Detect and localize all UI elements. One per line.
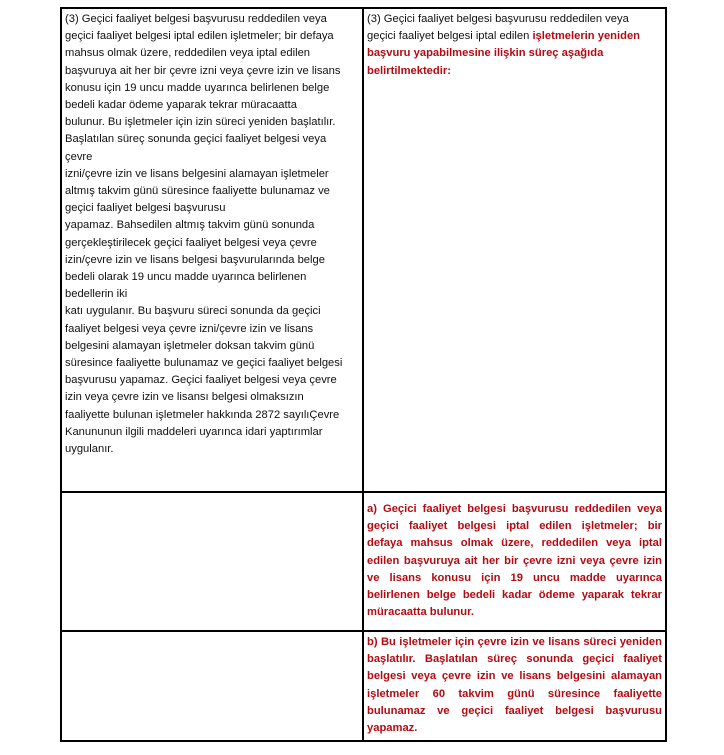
clause-a-text [367, 495, 662, 621]
text-line: Kanununun ilgili maddeleri uyarınca idari yaptırımlar [65, 425, 323, 438]
text-line: katı uygulanır. Bu başvuru süreci sonunda da geçici [65, 305, 321, 318]
text-line: bedellerin iki [65, 288, 128, 301]
text-line: başlatılır. Başlatılan süreç sonunda geçici faaliyet [367, 653, 662, 666]
text-line: izin veya çevre izin ve lisansı belgesi olmaksızın [65, 391, 304, 404]
text-line: süresince faaliyette bulunamaz ve geçici faaliyet belgesi [65, 357, 343, 370]
text-line: bedeli kadar ödeme yaparak tekrar müracaatta [65, 99, 297, 112]
text-line: geçici faaliyet belgesi iptal edilen işletmeler; bir defaya [65, 30, 334, 43]
old-provision-text [65, 11, 359, 458]
empty-cell [61, 492, 363, 631]
text-line: izni/çevre izin ve lisans belgesini alamayan işletmeler [65, 167, 329, 180]
empty-cell [61, 631, 363, 741]
highlighted-text: işletmelerin yeniden [532, 30, 641, 43]
text-line: geçici faaliyet belgesi başvurusu [65, 202, 226, 215]
text-line: edilen başvuruya ait her bir çevre izni veya çevre izin [367, 554, 662, 567]
text-line: belgesini alamayan işletmeler doksan takvim günü [65, 339, 315, 352]
text-line: işletmeler 60 takvim günü süresince faaliyette [367, 687, 662, 700]
text-line: a) Geçici faaliyet belgesi başvurusu reddedilen veya [367, 503, 662, 515]
text-line: gerçekleştirilecek geçici faaliyet belgesi veya çevre [65, 236, 317, 249]
highlighted-text: belirtilmektedir: [367, 64, 451, 77]
old-text-cell [61, 8, 363, 492]
text-line: başvurusu yapamaz. Geçici faaliyet belgesi veya çevre [65, 374, 337, 387]
table-row [61, 492, 666, 631]
text-line: yapamaz. Bahsedilen altmış takvim günü sonunda [65, 219, 315, 232]
text-line: b) Bu işletmeler için çevre izin ve lisans süreci yeniden [367, 636, 662, 648]
text-line: yapamaz. [367, 722, 418, 735]
table-row [61, 8, 666, 492]
text-line: müracaatta bulunur. [367, 606, 474, 619]
text-line: altmış takvim günü süresince faaliyette bulunamaz ve [65, 185, 330, 198]
text-line: bulunamaz ve geçici faaliyet belgesi başvurusu [367, 704, 662, 717]
new-provision-intro-line: (3) Geçici faaliyet belgesi başvurusu reddedilen veya [367, 13, 629, 25]
highlighted-text: başvuru yapabilmesine ilişkin süreç aşağıda [367, 47, 604, 60]
text-line: (3) Geçici faaliyet belgesi başvurusu reddedilen veya [65, 13, 327, 25]
text-line: geçici faaliyet belgesi iptal edilen işletmeler; bir [367, 520, 662, 533]
text-line: bulunur. Bu işletmeler için izin süreci yeniden başlatılır. [65, 116, 336, 129]
clause-a-cell [363, 492, 666, 631]
table-row [61, 631, 666, 741]
clause-b-cell [363, 631, 666, 741]
clause-b-text [367, 634, 662, 737]
text-line: bedeli olarak 19 uncu madde uyarınca belirlenen [65, 271, 307, 284]
text-line: belirlenen belge bedeli kadar ödeme yaparak tekrar [367, 589, 662, 602]
text-line: başvuruya ait her bir çevre izni veya çevre izin ve lisans [65, 64, 341, 77]
text-line: çevre [65, 150, 93, 163]
text-line: Başlatılan süreç sonunda geçici faaliyet belgesi veya [65, 133, 327, 146]
comparison-table [60, 7, 667, 742]
plain-text: geçici faaliyet belgesi iptal edilen [367, 30, 533, 43]
text-line: defaya mahsus olmak üzere, reddedilen veya iptal [367, 537, 662, 550]
text-line: faaliyette bulunan işletmeler hakkında 2872 sayılıÇevre [65, 408, 340, 421]
text-line: konusu için 19 uncu madde uyarınca belirlenen belge [65, 81, 330, 94]
text-line: belgesi veya çevre izin ve lisans belgesini alamayan [367, 670, 662, 683]
text-line: mahsus olmak üzere, reddedilen veya iptal edilen [65, 47, 311, 60]
text-line: ve lisans konusu için 19 uncu madde uyarınca [367, 571, 662, 584]
text-line: izin/çevre izin ve lisans belgesi başvurularında belge [65, 253, 325, 266]
text-line: faaliyet belgesi veya çevre izni/çevre izin ve lisans [65, 322, 314, 335]
new-text-cell [363, 8, 666, 492]
text-line: uygulanır. [65, 443, 114, 456]
new-provision-intro-line [367, 28, 662, 45]
